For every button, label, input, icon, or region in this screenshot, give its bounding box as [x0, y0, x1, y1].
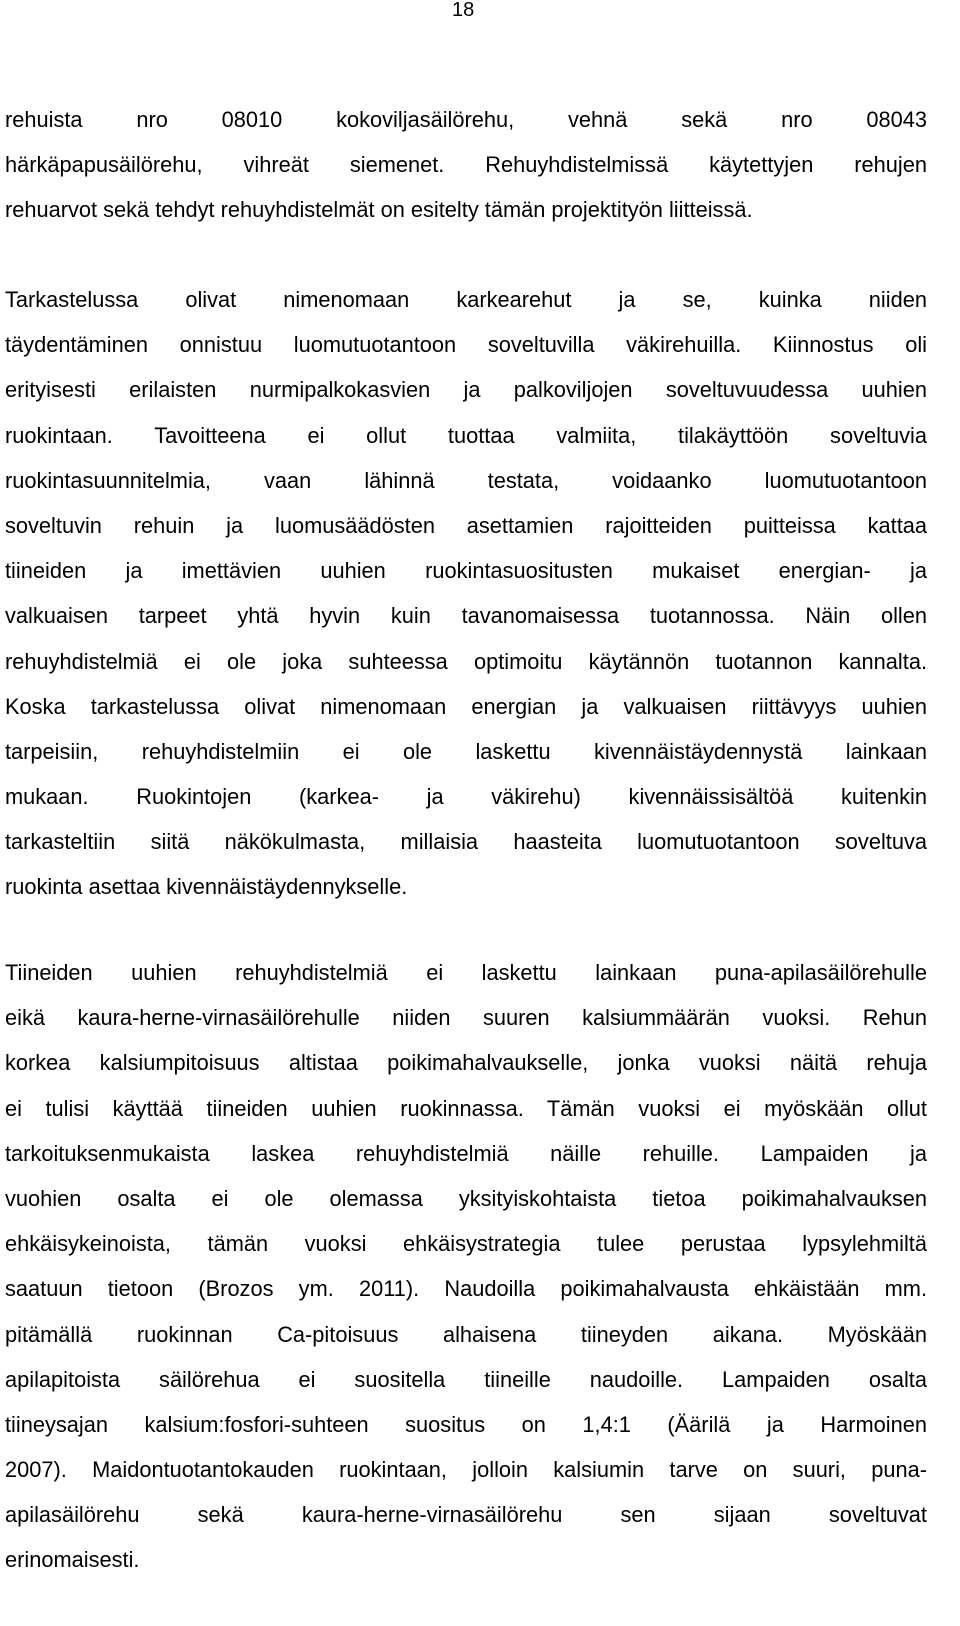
paragraph-feed-sources [5, 97, 927, 233]
text-line: apilapitoista säilörehua ei suositella tiineille naudoille. Lampaiden osalta [5, 1366, 927, 1392]
text-line: 2007). Maidontuotantokauden ruokintaan, jolloin kalsiumin tarve on suuri, puna- [5, 1457, 927, 1483]
text-line: erinomaisesti. [5, 1547, 140, 1573]
text-line: Koska tarkastelussa olivat nimenomaan energian ja valkuaisen riittävyys uuhien [5, 693, 927, 719]
text-line: täydentäminen onnistuu luomutuotantoon soveltuvilla väkirehuilla. Kiinnostus oli [5, 332, 927, 358]
paragraph-study-focus [5, 277, 927, 910]
text-line: rehuista nro 08010 kokoviljasäilörehu, vehnä sekä nro 08043 [5, 107, 927, 132]
text-line: valkuaisen tarpeet yhtä hyvin kuin tavanomaisessa tuotannossa. Näin ollen [5, 603, 927, 629]
text-line: pitämällä ruokinnan Ca-pitoisuus alhaisena tiineyden aikana. Myöskään [5, 1321, 927, 1347]
text-line: ehkäisykeinoista, tämän vuoksi ehkäisystrategia tulee perustaa lypsylehmiltä [5, 1231, 927, 1257]
text-line: tiineiden ja imettävien uuhien ruokintasuositusten mukaiset energian- ja [5, 558, 927, 584]
text-line: härkäpapusäilörehu, vihreät siemenet. Rehuyhdistelmissä käytettyjen rehujen [5, 152, 927, 178]
text-line: tarkoituksenmukaista laskea rehuyhdistelmiä näille rehuille. Lampaiden ja [5, 1140, 927, 1166]
text-line: Tiineiden uuhien rehuyhdistelmiä ei laskettu lainkaan puna-apilasäilörehulle [5, 960, 927, 985]
text-line: eikä kaura-herne-virnasäilörehulle niiden suuren kalsiummäärän vuoksi. Rehun [5, 1005, 927, 1031]
text-line: tiineysajan kalsium:fosfori-suhteen suositus on 1,4:1 (Äärilä ja Harmoinen [5, 1411, 927, 1437]
paragraph-calcium-milk-fever [5, 950, 927, 1583]
text-line: saatuun tietoon (Brozos ym. 2011). Naudoilla poikimahalvausta ehkäistään mm. [5, 1276, 927, 1302]
text-line: ruokintasuunnitelmia, vaan lähinnä testata, voidaanko luomutuotantoon [5, 467, 927, 493]
text-line: ruokinta asettaa kivennäistäydennykselle. [5, 874, 408, 900]
text-line: mukaan. Ruokintojen (karkea- ja väkirehu) kivennäissisältöä kuitenkin [5, 784, 927, 810]
text-line: erityisesti erilaisten nurmipalkokasvien ja palkoviljojen soveltuvuudessa uuhien [5, 377, 927, 403]
text-line: ruokintaan. Tavoitteena ei ollut tuottaa valmiita, tilakäyttöön soveltuvia [5, 422, 927, 448]
text-line: ei tulisi käyttää tiineiden uuhien ruokinnassa. Tämän vuoksi ei myöskään ollut [5, 1095, 927, 1121]
text-line: Tarkastelussa olivat nimenomaan karkearehut ja se, kuinka niiden [5, 287, 927, 312]
text-line: tarkasteltiin siitä näkökulmasta, millaisia haasteita luomutuotantoon soveltuva [5, 829, 927, 855]
page-number: 18 [452, 0, 475, 21]
text-line: vuohien osalta ei ole olemassa yksityiskohtaista tietoa poikimahalvauksen [5, 1185, 927, 1211]
text-line: soveltuvin rehuin ja luomusäädösten asettamien rajoitteiden puitteissa kattaa [5, 512, 927, 538]
text-line: rehuyhdistelmiä ei ole joka suhteessa optimoitu käytännön tuotannon kannalta. [5, 648, 927, 674]
text-line: apilasäilörehu sekä kaura-herne-virnasäilörehu sen sijaan soveltuvat [5, 1502, 927, 1528]
text-line: korkea kalsiumpitoisuus altistaa poikimahalvaukselle, jonka vuoksi näitä rehuja [5, 1050, 927, 1076]
text-line: rehuarvot sekä tehdyt rehuyhdistelmät on esitelty tämän projektityön liitteissä. [5, 197, 753, 223]
text-line: tarpeisiin, rehuyhdistelmiin ei ole laskettu kivennäistäydennystä lainkaan [5, 738, 927, 764]
